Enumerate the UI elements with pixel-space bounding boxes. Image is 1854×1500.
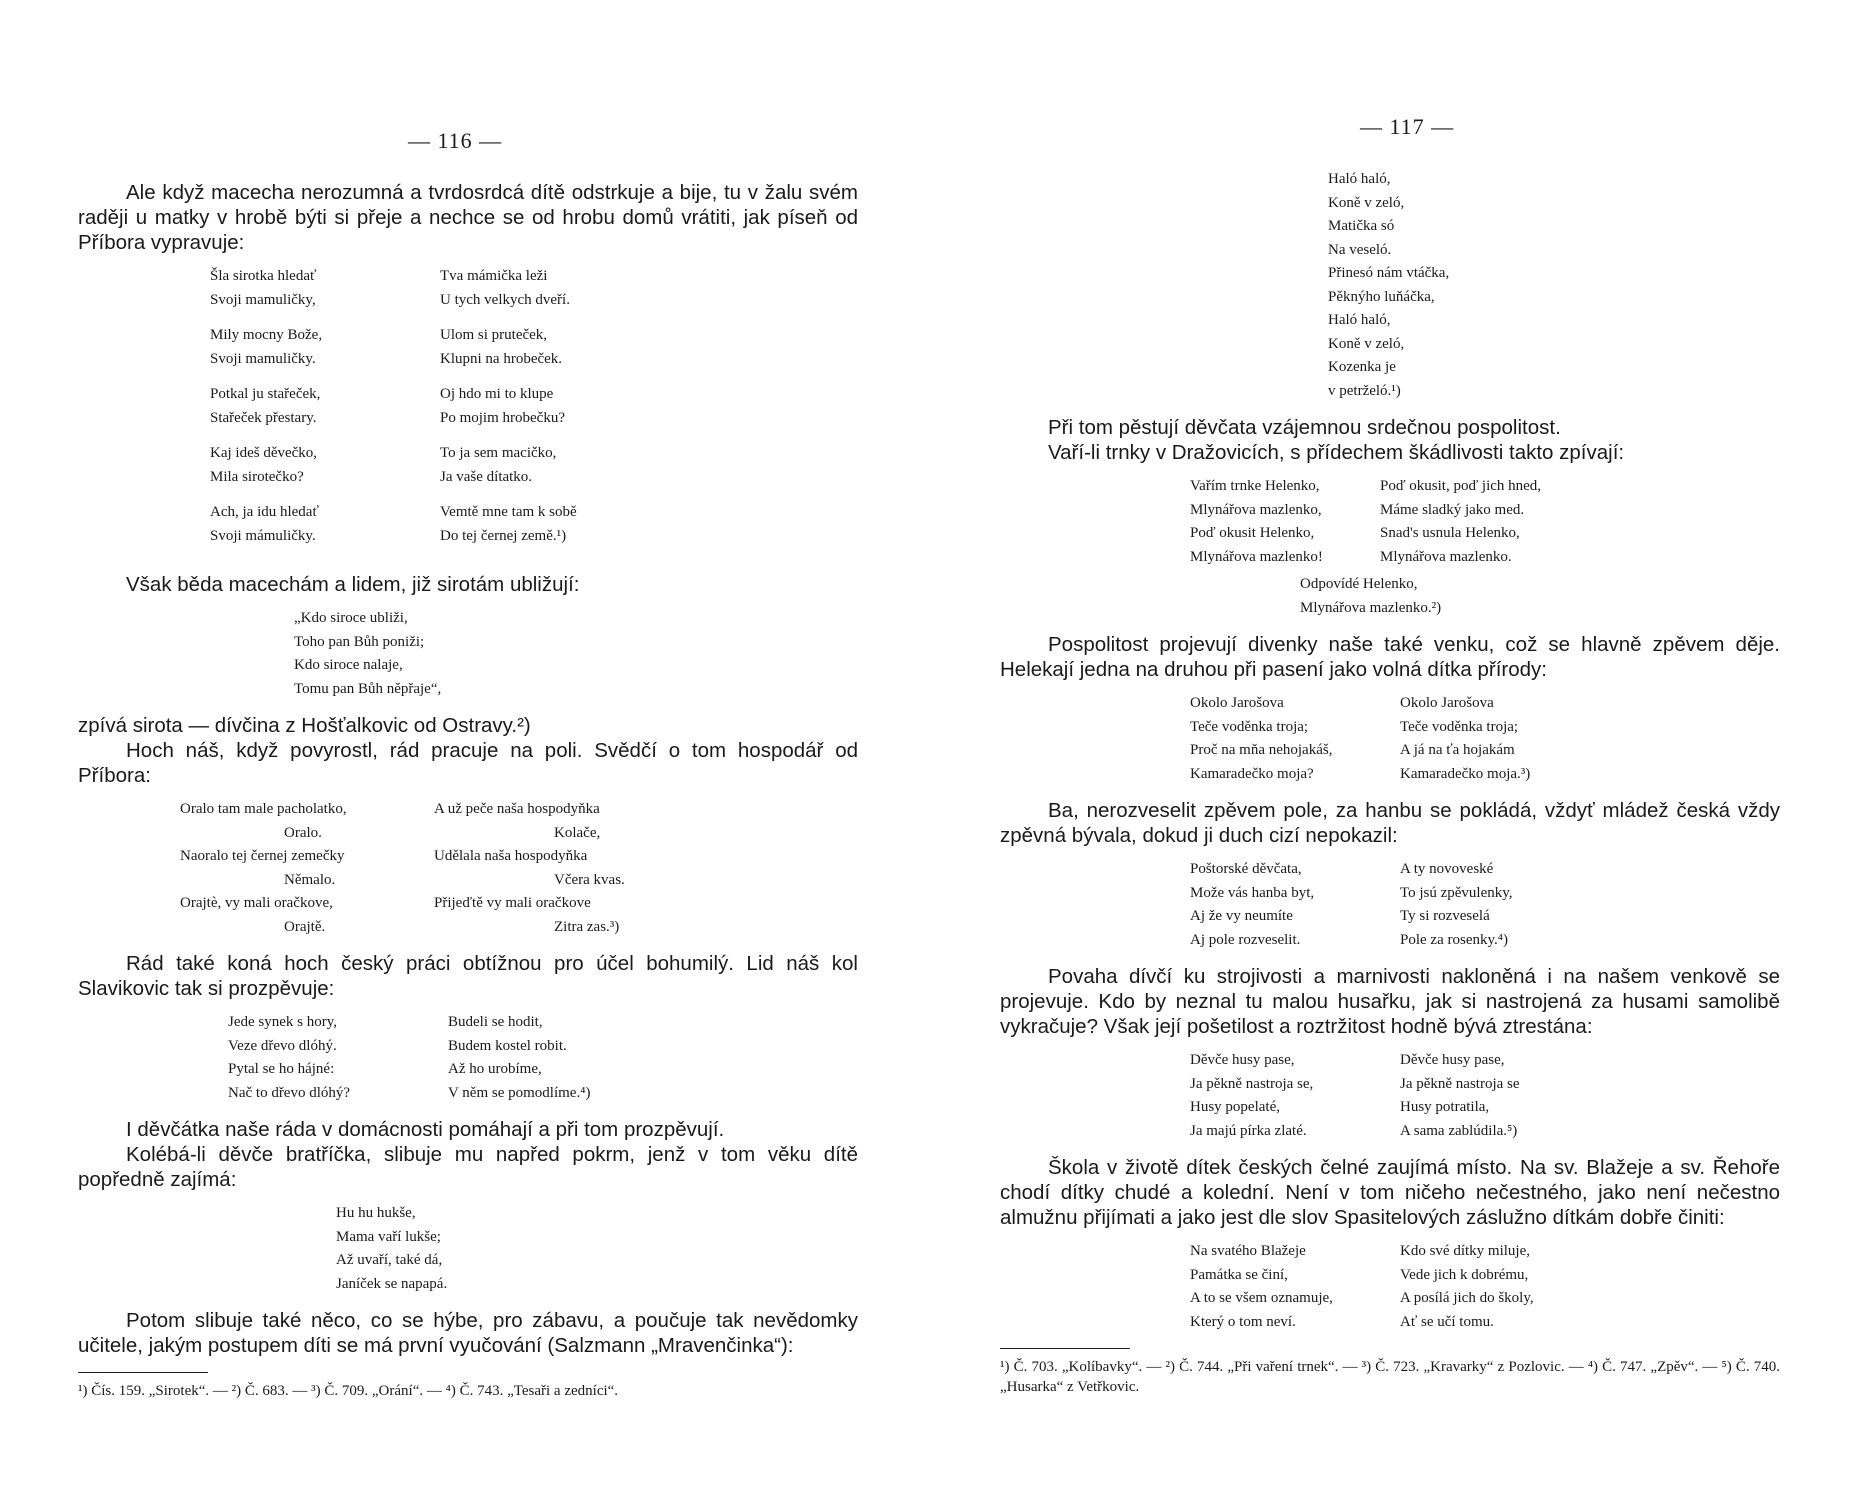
poem-column [1190, 1240, 1390, 1334]
page-number: — 117 — [1360, 114, 1455, 139]
verse-line: Tomu pan Bůh něpřaje“, [294, 680, 442, 697]
verse-line: Ja pěkně nastroja se, [1190, 1075, 1314, 1092]
poem-column [1400, 1049, 1640, 1143]
poem-column [1400, 1240, 1640, 1334]
verse-line: Mlynářova mazlenko. [1380, 548, 1512, 565]
poem-column [448, 1011, 688, 1105]
poem-column [434, 798, 684, 939]
verse-line: Koně v zeló, [1328, 335, 1405, 352]
verse-line: Ja vaše dítatko. [440, 468, 533, 485]
verse-line: Vemtě mne tam k sobě [440, 504, 577, 520]
verse-line: To ja sem macičko, [440, 445, 557, 461]
verse-line: Kaj ideš děvečko, [210, 445, 318, 461]
verse-line: Ach, ja idu hledať [210, 504, 319, 520]
verse-line: Okolo Jarošova [1190, 695, 1284, 711]
verse-line: Mila sirotečko? [210, 468, 304, 485]
verse-line: Zitra zas.³) [554, 918, 620, 935]
verse-line: Naoralo tej černej zemečky [180, 848, 345, 864]
poem-column [210, 265, 430, 560]
poem-column [180, 798, 430, 939]
paragraph: Škola v životě dítek českých čelné zaujímá místo. Na sv. Blažeje a sv. Řehoře chodí dítky chudé a kolední. Není v tom ničeho nečestného, jako není nečestno almužnu přijímati a jako jest dle slov Spasitelových záslužno dítkám dobře činiti: [1000, 1156, 1780, 1229]
page-text [1000, 168, 1780, 1397]
paragraph: zpívá sirota — dívčina z Hošťalkovic od Ostravy.²) [78, 714, 531, 737]
verse-line: A sama zablúdila.⁵) [1400, 1122, 1518, 1139]
verse-line: Veze dřevo dlóhý. [228, 1037, 337, 1054]
verse-line: Památka se činí, [1190, 1266, 1288, 1283]
verse-line: Oj hdo mi to klupe [440, 386, 554, 402]
verse-line: Koně v zeló, [1328, 194, 1405, 211]
verse-line: Pole za rosenky.⁴) [1400, 931, 1508, 948]
poem [294, 607, 858, 701]
paragraph: I děvčátka naše ráda v domácnosti pomáhají a při tom prozpěvují. [126, 1118, 725, 1141]
verse-line: Aj pole rozveselit. [1190, 931, 1301, 948]
verse-line: Až uvaří, také dá, [336, 1252, 443, 1268]
verse-line: Mlynářova mazlenko.²) [1300, 599, 1442, 616]
verse-line: Hu hu hukše, [336, 1205, 416, 1221]
verse-line: Husy potratila, [1400, 1099, 1490, 1115]
verse-line: Okolo Jarošova [1400, 695, 1494, 711]
paragraph: Ale když macecha nerozumná a tvrdosrdcá dítě odstrkuje a bije, tu v žalu svém raději u matky v hrobě býti si přeje a nechce se od hrobu domů vrátiti, jak píseň od Příbora vypravuje: [78, 181, 858, 254]
verse-line: U tych velkych dveří. [440, 291, 570, 308]
poem-column [1190, 475, 1370, 569]
verse-line: A ty novoveské [1400, 861, 1494, 877]
verse-line: Ulom si prutеček, [440, 327, 548, 343]
verse-line: Vede jich k dobrému, [1400, 1266, 1529, 1283]
poem [1190, 1049, 1780, 1143]
page-number: — 116 — [408, 128, 503, 153]
verse-line: Po mojim hrobečku? [440, 409, 565, 426]
verse-line: Haló haló, [1328, 171, 1391, 187]
verse-line: Svoji mamuličky. [210, 350, 316, 367]
verse-line: Poď okusit Helenko, [1190, 525, 1315, 541]
verse-line: A už peče naša hospodyňka [434, 801, 600, 817]
paragraph: Potom slibuje také něco, co se hýbe, pro zábavu, a poučuje tak nevědomky učitele, jakým postupem díti se má první vyučování (Salzmann „Mravenčinka“): [78, 1309, 858, 1357]
poem-orani [180, 798, 858, 939]
verse-line: Přinesó nám vtáčka, [1328, 265, 1450, 281]
poem [228, 1011, 858, 1105]
paragraph: Povaha dívčí ku strojivosti a marnivosti nakloněná i na našem venkově se projevuje. Kdo by neznal tu malou husařku, jak si nastrojená za husami samolibě vykračuje? Však její pošetilost a roztržitost hodně bývá ztrestána: [1000, 965, 1780, 1038]
verse-line: Svoji mamuličky, [210, 291, 316, 308]
verse-line: Tva mámička leži [440, 268, 548, 284]
verse-line: A já na ťa hojakám [1400, 742, 1515, 758]
paragraph: Vaří-li trnky v Dražovicích, s přídechem škádlivosti takto zpívají: [1048, 441, 1625, 464]
page-text [78, 180, 858, 1401]
verse-line: Budeli se hodit, [448, 1014, 543, 1030]
verse-line: Aj že vy neumíte [1190, 908, 1293, 924]
verse-line: Do tej černej země.¹) [440, 527, 567, 544]
verse-line: „Kdo siroce ubliži, [294, 610, 408, 626]
verse-line: Odpovídé Helenko, [1300, 576, 1418, 592]
verse-line: V něm se pomodlíme.⁴) [448, 1084, 591, 1101]
poem [1190, 858, 1780, 952]
verse-line: Ty si rozveselá [1400, 908, 1490, 924]
verse-line: Ať se učí tomu. [1400, 1313, 1494, 1330]
verse-line: Pěknýho luňáčka, [1328, 288, 1435, 305]
verse-line: Mlynářova mazlenko! [1190, 548, 1323, 565]
verse-line: Ja majú pírka zlaté. [1190, 1122, 1307, 1139]
verse-line: Orajtè, vy mali oračkove, [180, 895, 333, 911]
verse-line: A to se všem oznamuje, [1190, 1290, 1333, 1306]
poem-column [440, 265, 680, 560]
verse-line: Može vás hanba byt, [1190, 884, 1315, 901]
verse-line: Kdo siroce nalaje, [294, 657, 403, 673]
verse-line: Kamaradečko moja? [1190, 765, 1314, 782]
verse-line: Děvče husy pase, [1190, 1052, 1295, 1068]
verse-line: Kozenka je [1328, 359, 1396, 375]
verse-line: Potkal ju stařeček, [210, 386, 321, 402]
footnote-rule [1000, 1348, 1130, 1349]
verse-line: Teče voděnka troja; [1190, 718, 1309, 735]
verse-line: Mama vaří lukše; [336, 1228, 441, 1245]
verse-line: Matička só [1328, 218, 1395, 234]
poem [336, 1202, 858, 1296]
verse-line: Klupni na hrobeček. [440, 350, 563, 367]
verse-line: v petrželó.¹) [1328, 382, 1401, 399]
poem-sirotek [210, 265, 858, 560]
verse-line: Haló haló, [1328, 312, 1391, 328]
verse-line: Jede synek s hory, [228, 1014, 338, 1030]
paragraph: Ba, nerozveselit zpěvem pole, za hanbu se pokládá, vždyť mládež česká vždy zpěvná bývala, dokud ji duch cizí nepokazil: [1000, 799, 1780, 847]
verse-line: Kolače, [554, 824, 601, 841]
verse-line: Budem kostel robit. [448, 1037, 567, 1054]
verse-line: Snad's usnula Helenko, [1380, 525, 1520, 541]
verse-line: Poď okusit, poď jich hned, [1380, 478, 1542, 494]
verse-line: Šla sirotka hledať [210, 268, 317, 284]
verse-line: Oralo tam male pacholatko, [180, 801, 347, 817]
verse-line: Děvče husy pase, [1400, 1052, 1505, 1068]
poem-column [1380, 475, 1620, 569]
verse-line: Teče voděnka troja; [1400, 718, 1519, 735]
poem [1300, 573, 1780, 620]
verse-line: Který o tom neví. [1190, 1313, 1296, 1330]
footnotes: ¹) Čís. 159. „Sirotek“. — ²) Č. 683. — ³) Č. 709. „Orání“. — ⁴) Č. 743. „Tesaři a zedníci“. [78, 1383, 619, 1399]
paragraph: Kolébá-li děvče bratříčka, slibuje mu napřed pokrm, jenž v tom věku dítě popředně zajímá: [78, 1143, 858, 1191]
verse-line: Kdo své dítky miluje, [1400, 1243, 1530, 1259]
poem-column [1190, 858, 1390, 952]
verse-line: Proč na mňa nehojakáš, [1190, 742, 1333, 758]
paragraph: Hoch náš, když povyrostl, rád pracuje na poli. Svědčí o tom hospodář od Příbora: [78, 739, 858, 787]
verse-line: Vařím trnke Helenko, [1190, 478, 1320, 494]
verse-line: Udělala naša hospodyňka [434, 848, 588, 864]
footnotes: ¹) Č. 703. „Kolíbavky“. — ²) Č. 744. „Při vaření trnek“. — ³) Č. 723. „Kravarky“ z Pozlovic. — ⁴) Č. 747. „Zpěv“. — ⁵) Č. 740. „Husarka“ z Vetřkovic. [1000, 1359, 1780, 1395]
poem-column [1400, 858, 1640, 952]
verse-line: Nač to dřevo dlóhý? [228, 1084, 351, 1101]
verse-line: Kamaradečko moja.³) [1400, 765, 1531, 782]
poem-column [1190, 692, 1390, 786]
verse-line: Až ho urobíme, [448, 1061, 542, 1077]
verse-line: Poštorské děvčata, [1190, 861, 1302, 877]
verse-line: Včera kvas. [554, 871, 625, 888]
verse-line: Toho pan Bůh poniži; [294, 633, 425, 650]
verse-line: Na veseló. [1328, 241, 1392, 258]
verse-line: Janíček se napapá. [336, 1275, 448, 1292]
verse-line: Přijeďtě vy mali oračkove [434, 895, 591, 911]
verse-line: Mily mocny Bože, [210, 327, 323, 343]
poem [1190, 692, 1780, 786]
verse-line: Němalo. [284, 871, 336, 888]
verse-line: Oralo. [284, 824, 322, 841]
poem [1190, 475, 1780, 569]
verse-line: To jsú zpěvulenky, [1400, 884, 1513, 901]
verse-line: A posílá jich do školy, [1400, 1290, 1534, 1306]
verse-line: Husy popelaté, [1190, 1099, 1280, 1115]
verse-line: Mlynářova mazlenko, [1190, 501, 1322, 518]
verse-line: Na svatého Blažeje [1190, 1243, 1306, 1259]
poem-column [1190, 1049, 1390, 1143]
paragraph: Pospolitost projevují divenky naše také venku, což se hlavně zpěvem děje. Helekají jedna na druhou při pasení jako volná dítka přírody: [1000, 633, 1780, 681]
verse-line: Stařeček přestary. [210, 409, 317, 426]
verse-line: Pytal se ho hájné: [228, 1061, 335, 1077]
footnote-rule [78, 1372, 208, 1373]
poem [1328, 168, 1780, 403]
verse-line: Máme sladký jako med. [1380, 501, 1525, 518]
verse-line: Svoji mámuličky. [210, 527, 316, 544]
poem-column [228, 1011, 438, 1105]
poem-column [1400, 692, 1640, 786]
paragraph: Při tom pěstují děvčata vzájemnou srdečnou pospolitost. [1048, 416, 1561, 439]
poem [1190, 1240, 1780, 1334]
verse-line: Ja pěkně nastroja se [1400, 1075, 1520, 1092]
paragraph: Rád také koná hoch český práci obtížnou pro účel bohumilý. Lid náš kol Slavikovic tak si prozpěvuje: [78, 952, 858, 1000]
verse-line: Orajtě. [284, 918, 326, 935]
paragraph: Však běda macechám a lidem, již sirotám ubližují: [126, 573, 580, 596]
